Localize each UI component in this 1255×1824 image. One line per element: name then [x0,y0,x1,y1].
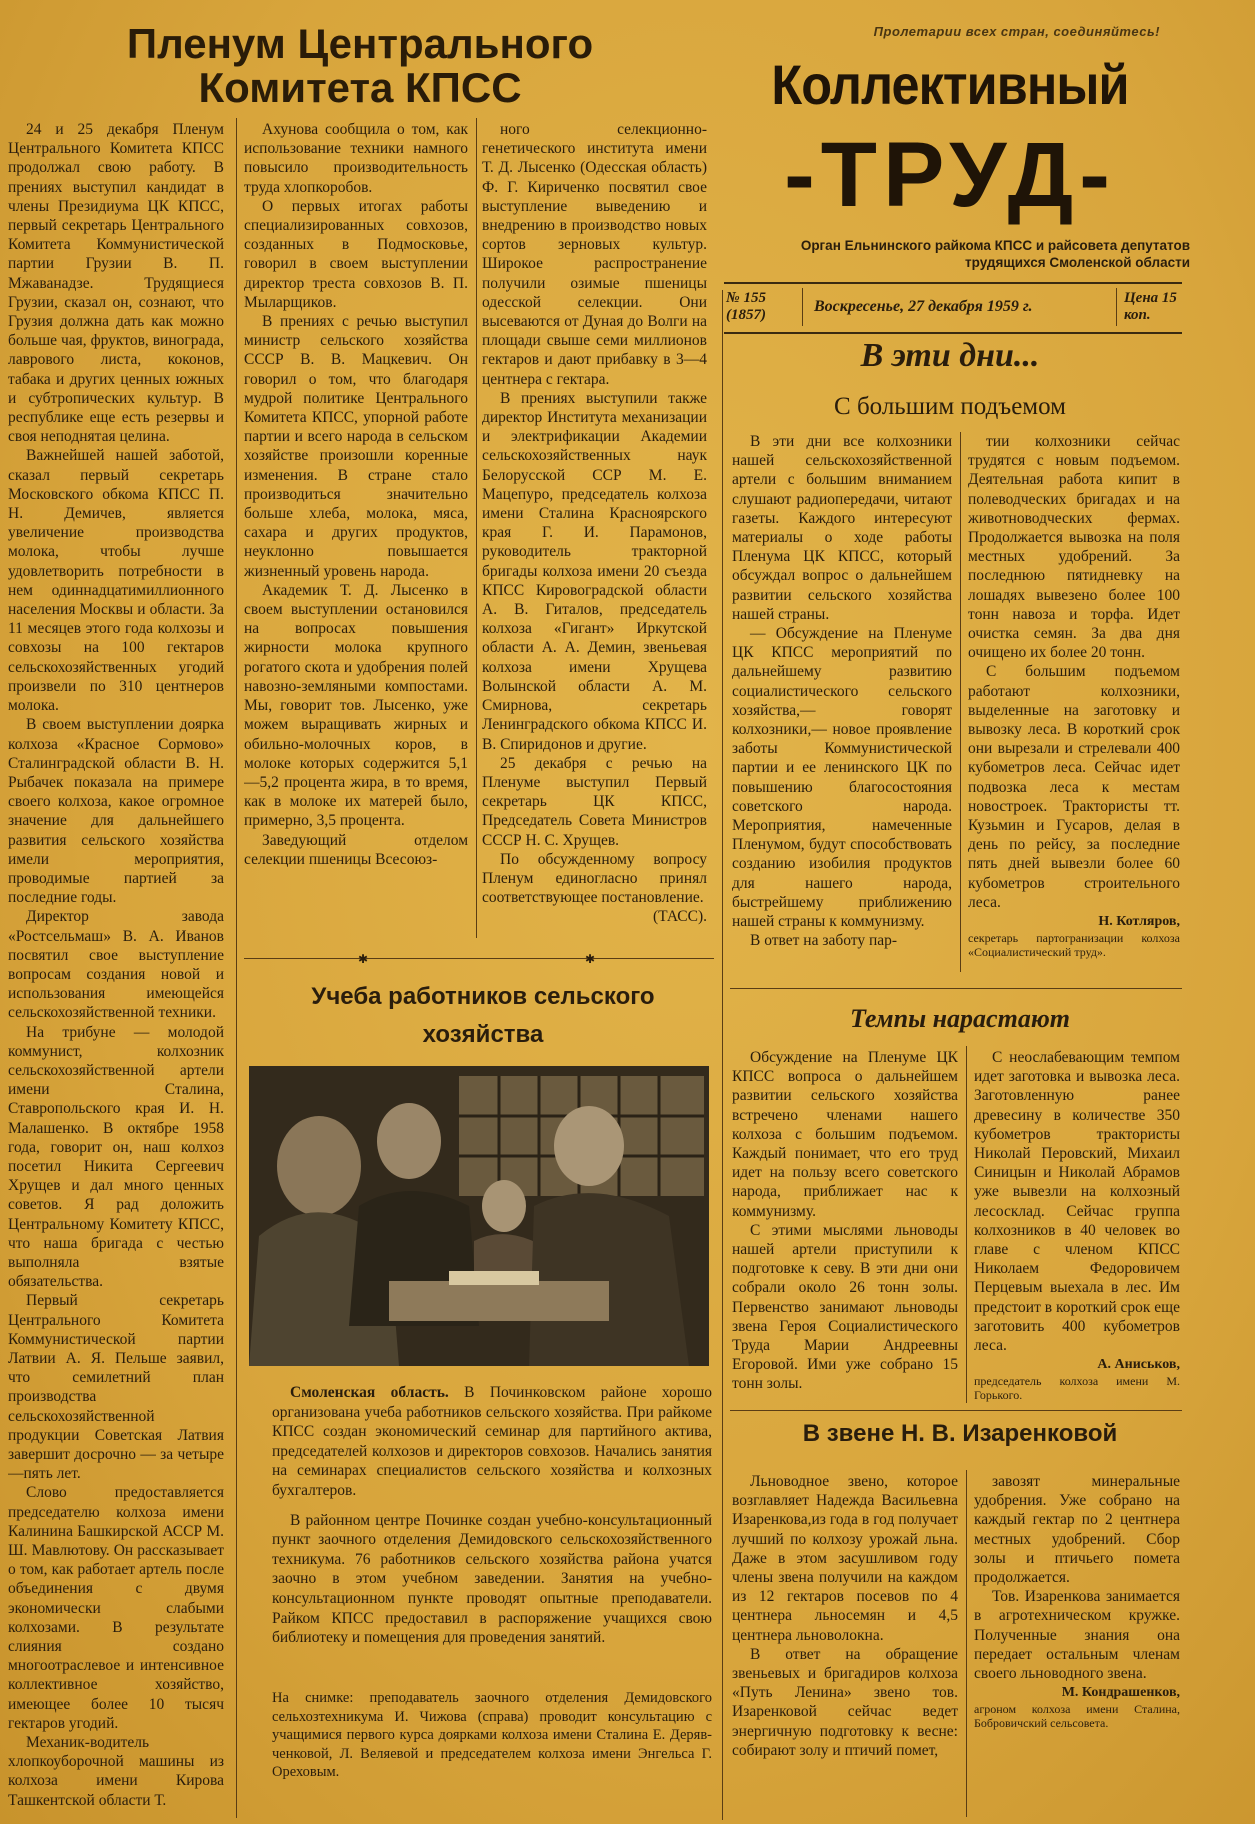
paragraph: Директор завода «Ростсельмаш» В. А. Иванов посвятил свое выступление вопросам создания новой и использования имеющейся сельскохозяйственной техники. [8,908,224,1022]
tempy-column-2 [974,1048,1180,1402]
paragraph: В эти дни все колхозники нашей сельскохозяйственной артели с большим вниманием слушают радиопередачи, читают газеты. Каждого интересуют материалы о ходе работы Пленума ЦК КПСС, который обсуждал вопрос о дальнейшем развитии сельского хозяйства нашей страны. [732,433,952,623]
paragraph: По обсужденному вопросу Пленум единогласно принял соответствующее постановление. [482,850,707,907]
paragraph: Важнейшей нашей заботой, сказал первый секретарь Московского обкома КПСС П. Н. Демичев, является увеличение производства молока, чтобы лучше удовлетворить потребности в нем одиннадцатимиллионного населения Москвы и области. За 11 месяцев этого года колхозы и совхозы на 100 гектаров сельскохозяйственных угодий произвели по 310 центнеров молока. [8,447,224,715]
paragraph: С большим подъемом работают колхозники, выделенные на заготовку и вывозку леса. В короткий срок они вырезали и стрелевали 400 кубометров леса. Сейчас идет подвозка леса к местам новостроек. Трактористы тт. Кузьмин и Гусаров, делая в день по рейсу, за последние пять дней вывезли более 60 кубометров строительного леса. [968,663,1180,911]
paragraph: О первых итогах работы специализированных совхозов, созданных в Подмосковье, говорил в своем выступлении директор треста совхозов В. П. Мыларщиков. [244,197,468,311]
paragraph: Льноводное звено, которое возглавляет Надежда Васильевна Изаренкова,из года в год получает лучший по колхозу урожай льна. Даже в этом засушливом году члены звена получили на каждом из 12 гектаров посевов по 4 центнера льносемян и 4,5 центнера льноволокна. [732,1473,958,1644]
paragraph: — Обсуждение на Пленуме ЦК КПСС мероприятий по дальнейшему развитию социалистического сельского хозяйства,— говорят колхозники,— новое проявление заботы Коммунистической партии и ее ленинского ЦК по повышению благосостояния советского народа. Мероприятия, намеченные Пленумом, будут способствовать созданию изобилия продуктов для нашего народа, быстрейшему приближению нашей страны к коммунизму. [732,625,952,931]
plenum-source: (ТАСС). [653,908,707,926]
plenum-column-3 [482,120,707,927]
tempy-title: Темпы нарастают [849,1004,1071,1033]
paragraph: 24 и 25 декабря Пленум Центрального Комитета КПСС продолжал свою работу. В прениях выступил кандидат в члены Президиума ЦК КПСС, первый секретарь Центрального Комитета Коммунистической партии Грузии В. П. Мжаванадзе. Трудящиеся Грузии, сказал он, сознают, что Грузия должна дать как можно больше чая, фруктов, винограда, лаврового листа, коконов, табака и других ценных южных и субтропических культур. В республике еще есть резервы и своя неподнятая целина. [8,121,224,446]
masthead-title-line2: -ТРУД- [784,124,1116,226]
star-ornament: ✱ [585,952,596,966]
column-rule [966,1046,967,1403]
paragraph: С неослабевающим темпом идет заготовка и вывозка леса. Заготовленную ранее древесину в количестве 350 кубометров трактористы Николай Перовский, Михаил Синицын и Николай Абрамов уже вывезли на колхозный лесосклад. Сейчас группа колхозников в 40 человек во главе с членом КПСС Николаем Федоровичем Перцевым выехала в лес. Им предстоит в короткий срок еще заготовить 400 кубометров леса. [974,1049,1180,1355]
these-days-column-2 [968,432,1180,959]
paragraph: Ахунова сообщила о том, как использование техники намного повысило производительность труда хлопкоробов. [244,121,468,196]
these-days-signature: Н. Котляров, [1098,914,1180,930]
masthead-motto: Пролетарии всех стран, соединяйтесь! [873,24,1160,39]
issue-bar [724,282,1182,334]
paragraph: Механик-водитель хлопкоуборочной машины из колхоза имени Кирова Ташкентской области Т. [8,1734,224,1809]
plenum-title: Пленум Центрального Комитета КПСС [126,20,594,111]
issue-price: Цена 15 коп. [1124,290,1177,323]
paragraph: Первый секретарь Центрального Комитета Коммунистической партии Латвии А. Я. Пельше заявил, что семилетний план производства сельскохозяйственной продукции Советская Латвия завершит досрочно — за четыре—пять лет. [8,1292,224,1483]
paragraph: С этими мыслями льноводы нашей артели приступили к подготовке к севу. В эти дни они собрали около 26 тонн золы. Первенство занимают льноводы звена Героя Социалистического Труда Марии Андреевны Егоровой. Ими уже собрано 15 тонн золы. [732,1221,958,1393]
column-rule [966,1470,967,1817]
zveno-signature: М. Кондрашенков, [1061,1685,1180,1701]
masthead-organ: Орган Ельнинского райкома КПСС и райсовета депутатов трудящихся Смоленской области [800,238,1190,270]
paragraph: ного селекционно-генетического института имени Т. Д. Лысенко (Одесская область) Ф. Г. Кириченко посвятил свое выступление выведению и внедрению в производство новых сортов зерновых культур. Широкое распространение получили озимые пшеницы одесской селекции. Они высеваются от Дуная до Волги на площади свыше семи миллионов гектаров и дают прибавку в 3—4 центнера с гектара. [482,121,707,388]
study-title: Учеба работников сельского хозяйства [311,983,655,1048]
these-days-signature-role: секретарь партогранизации колхоза «Социалистический труд». [968,931,1180,960]
star-ornament: ✱ [358,952,369,966]
paragraph: Слово предоставляется председателю колхоза имени Калинина Башкирской АССР М. Ш. Мавлютову. Он рассказывает о том, как работает артель после объединения с двумя экономически слабыми колхозами. В результате слияния создано многоотраслевое и интенсивное коллективное хозяйство, имеющее более 10 тысяч гектаров угодий. [8,1484,224,1732]
section-rule [244,958,714,959]
plenum-column-1 [8,120,224,1820]
paragraph: Академик Т. Д. Лысенко в своем выступлении остановился на вопросах повышения жирности молока крупного рогатого скота и удобрения полей навозно-земляными компостами. Мы, говорит тов. Лысенко, уже можем выращивать жирных и обильно-молочных коров, в молоке которых содержится 5,1—5,2 процента жира, в то время, как в молоке их матерей было, примерно, 3,5 процента. [244,581,468,830]
paragraph: В ответ на обращение звеньевых и бригадиров колхоза «Путь Ленина» звено тов. Изаренковой сейчас ведет энергичную подготовку к весне: собирают золу и птичий помет, [732,1645,958,1759]
paragraph: В прениях выступили также директор Института механизации и электрификации Академии сельскохозяйственных наук Белорусской ССР М. Е. Мацепуро, председатель колхоза имени Сталина Красноярского края Г. И. Парамонов, руководитель тракторной бригады колхоза имени 20 съезда КПСС Кировоградской области А. В. Гиталов, председатель колхоза «Гигант» Иркутской области А. А. Демин, звеньевая колхоза имени Хрущева Волынской области А. М. Смирнова, секретарь Ленинградского обкома КПСС И. В. Спиридонов и другие. [482,389,707,753]
tempy-column-1 [732,1048,958,1403]
zveno-title: В звене Н. В. Изаренковой [802,1420,1118,1447]
issue-number: № 155 (1857) [726,290,766,323]
these-days-subtitle: С большим подъемом [834,393,1066,420]
paragraph: На трибуне — молодой коммунист, колхозник сельскохозяйственной артели имени Сталина, Ставропольского края И. Н. Малашенко. В октябре 1958 года, говорит он, наш колхоз посетил Никита Сергеевич Хрущев и дал много ценных советов. Я рад доложить Центральному Комитету КПСС, что наша бригада с честью выполняла взятые обязательства. [8,1023,224,1291]
paragraph: Обсуждение на Пленуме ЦК КПСС вопроса о дальнейшем развитии сельского хозяйства встречено членами нашего колхоза с большим подъемом. Каждый понимает, что его труд идет на пользу всего советского народа, приближает нас к коммунизму. [732,1049,958,1220]
zveno-column-1 [732,1472,958,1817]
section-rule [730,1410,1182,1411]
tempy-signature-role: председатель колхоза имени М. Горького. [974,1374,1180,1403]
paragraph: 25 декабря с речью на Пленуме выступил Первый секретарь ЦК КПСС, Председатель Совета Министров СССР Н. С. Хрущев. [482,754,707,849]
these-days-column-1 [732,432,952,972]
study-paragraph-2: В районном центре Починке создан учебно-консультационный пункт заочного отделения Демидовского сельскохозяйственного техникума. 76 работников сельского хозяйства района учатся заочно в этом учебном заведении. Занятия на учебно-консультационном пункте проводят опытные преподаватели. Райком КПСС предоставил в распоряжение учащихся свою библиотеку и помещения для проведения занятий. [272,1511,712,1647]
zveno-signature-role: агроном колхоза имени Сталина, Бобровичский сельсовета. [974,1702,1180,1731]
these-days-title: В эти дни... [860,337,1040,374]
study-text [272,1383,712,1658]
paragraph: В своем выступлении доярка колхоза «Красное Сормово» Сталинградской области В. Н. Рыбачек показала на примере своего колхоза, какое огромное значение для дальнейшего развития сельского хозяйства имели мероприятия, проводимые партией за последние годы. [8,716,224,907]
study-photo-image [249,1066,709,1366]
study-paragraph-1: В Починковском районе хорошо организована учеба работников сельского хозяйства. При райкоме КПСС создан экономический семинар для партийного актива, председателей колхозов и директоров совхозов. Начались занятия на семинарах специалистов сельского хозяйства и колхозных бухгалтеров. [272,1384,713,1499]
paragraph: тии колхозники сейчас трудятся с новым подъемом. Деятельная работа кипит в полеводческих бригадах и на животноводческих фермах. Продолжается вывозка на поля местных удобрений. За последнюю пятидневку на лошадях вывезено более 100 тонн навоза и торфа. Идет очистка семян. За два дня очищено их более 20 тонн. [968,433,1180,662]
paragraph: В прениях с речью выступил министр сельского хозяйства СССР В. В. Мацкевич. Он говорил о том, что благодаря мудрой политике Центрального Комитета КПСС, упорной работе партии и всего народа в сельском хозяйстве произошли коренные изменения. В стране стало производиться значительно больше хлеба, молока, мяса, сахара и других продуктов, неуклонно повышается жизненный уровень народа. [244,313,468,580]
study-lead: Смоленская область. [290,1384,449,1401]
column-rule [722,290,723,1820]
masthead-title-line1: Коллективный [771,53,1129,116]
study-photo [249,1066,709,1366]
plenum-column-2 [244,120,468,940]
paragraph: Тов. Изаренкова занимается в агротехническом кружке. Полученные знания она передает остальным членам своего льноводного звена. [974,1588,1180,1683]
paragraph: В ответ на заботу пар- [750,932,898,950]
tempy-signature: А. Аниськов, [1097,1357,1180,1373]
zveno-column-2 [974,1472,1180,1730]
study-photo-note: На снимке: преподаватель заочного отделения Демидовского сельхозтехникума И. Чижова (справа) проводит консультацию с учащимися первого курса доярками колхоза имени Сталина Е. Деряв-ченковой, Л. Веляевой и председателем колхоза имени Энгельса Г. Ореховым. [272,1690,712,1781]
column-rule [476,118,477,938]
paragraph: завозят минеральные удобрения. Уже собрано на каждый гектар по 2 центнера местных удобрений. Сбор золы и птичьего помета продолжается. [974,1473,1180,1587]
column-rule [1116,288,1117,326]
column-rule [960,432,961,972]
paragraph: Заведующий отделом селекции пшеницы Всесоюз- [244,831,468,868]
column-rule [802,288,803,326]
issue-date: Воскресенье, 27 декабря 1959 г. [814,298,1033,315]
section-rule [730,988,1182,989]
column-rule [236,118,237,1818]
